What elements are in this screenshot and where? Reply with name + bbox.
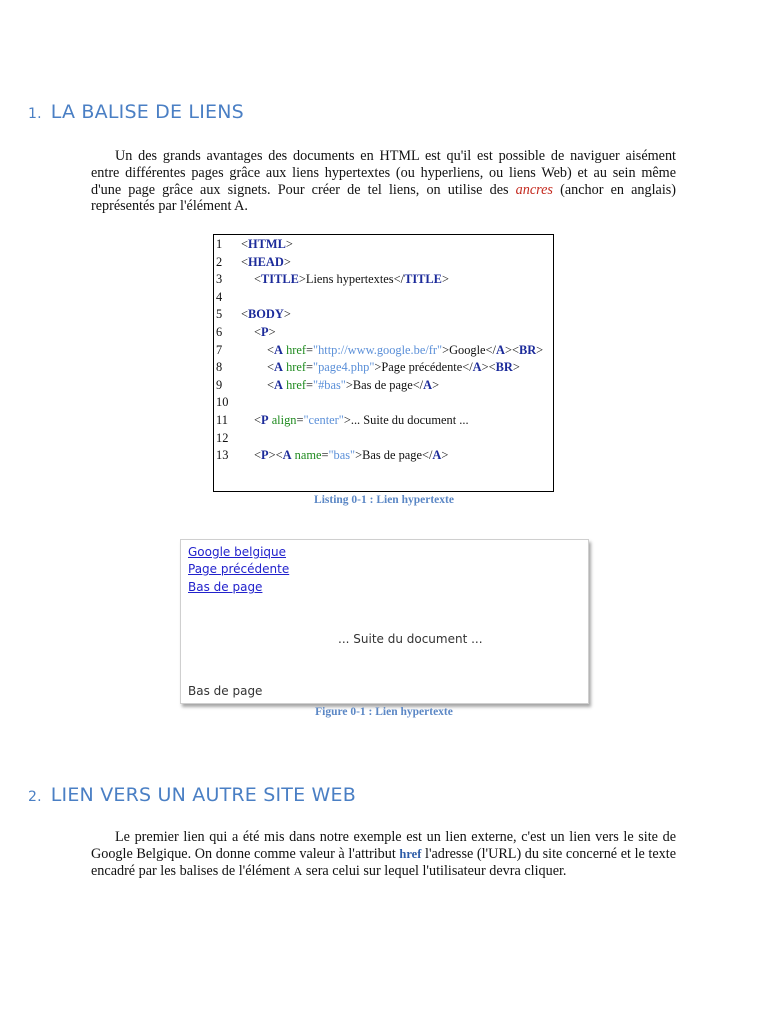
- code-line: [214, 342, 553, 360]
- link-previous-page[interactable]: Page précédente: [188, 562, 290, 576]
- code-tag: A: [282, 448, 292, 463]
- code-attribute: href: [286, 342, 307, 357]
- code-token: <: [241, 254, 248, 269]
- paragraph-text: Un des grands avantages des documents en HTML est qu'il est possible de naviguer aisément entre différentes pages grâce aux liens hypertextes (ou hyperliens, ou liens Web) et au sein même d'une page grâce aux signets. Pour créer de tel liens, on utilise des: [91, 148, 676, 198]
- section-title: LA BALISE DE LIENS: [50, 101, 244, 123]
- section2-paragraph: [91, 829, 676, 879]
- listing-caption: Listing 0-1 : Lien hypertexte: [314, 494, 454, 506]
- code-text: [241, 306, 291, 324]
- section-heading-1: [28, 101, 244, 123]
- code-attribute: href: [286, 360, 307, 375]
- code-token: <: [254, 448, 261, 463]
- code-token: <: [241, 307, 248, 322]
- code-tag: TITLE: [404, 272, 442, 287]
- section-number: 2.: [28, 789, 42, 805]
- code-tag: P: [261, 448, 269, 463]
- code-text: [241, 271, 449, 289]
- code-line: [214, 377, 553, 395]
- line-number: 7: [216, 342, 223, 357]
- code-token: =: [306, 360, 314, 375]
- code-text: [241, 254, 291, 272]
- code-token: >Page précédente</: [374, 360, 473, 375]
- code-line: [214, 394, 553, 412]
- code-token: >: [512, 360, 520, 375]
- code-tag: BODY: [248, 307, 284, 322]
- link-google[interactable]: Google belgique: [188, 545, 287, 559]
- code-attribute: href: [286, 377, 307, 392]
- code-token: >: [283, 254, 291, 269]
- code-line: [214, 271, 553, 289]
- code-token: =: [306, 377, 314, 392]
- line-number: 11: [216, 412, 228, 427]
- code-text: [241, 412, 469, 430]
- line-number: 13: [216, 448, 229, 463]
- code-text: [241, 236, 293, 254]
- code-tag: A: [472, 360, 482, 375]
- line-number: 4: [216, 289, 223, 304]
- code-token: >Liens hypertextes</: [298, 272, 405, 287]
- paragraph-text: Le premier lien qui a été mis dans notre exemple est un lien externe, c'est un lien vers le site de Google Belgique. On donne comme valeur à l'attribut: [91, 829, 676, 862]
- code-token: =: [306, 342, 314, 357]
- code-tag: P: [261, 324, 269, 339]
- code-token: =: [321, 448, 329, 463]
- code-tag: A: [274, 342, 283, 357]
- link-bottom-page[interactable]: Bas de page: [188, 580, 263, 594]
- inline-element-a: A: [293, 863, 303, 878]
- code-tag: A: [274, 377, 283, 392]
- line-number: 8: [216, 360, 223, 375]
- code-token: >: [441, 448, 449, 463]
- code-token: >: [268, 324, 276, 339]
- code-tag: BR: [518, 342, 537, 357]
- code-listing: [213, 234, 554, 492]
- line-number: 10: [216, 395, 229, 410]
- line-number: 3: [216, 272, 223, 287]
- code-token: >: [536, 342, 544, 357]
- code-token: >: [441, 272, 449, 287]
- code-tag: BR: [495, 360, 513, 375]
- line-number: 12: [216, 430, 229, 445]
- code-text: [241, 377, 439, 395]
- code-token: <: [254, 412, 261, 427]
- code-token: >Bas de page</: [345, 377, 424, 392]
- code-line: [214, 430, 553, 448]
- paragraph-text: l'adresse (l'URL) du site concerné et le texte encadré par les balises de l'élément: [91, 845, 676, 879]
- code-line: [214, 412, 553, 430]
- code-tag: A: [496, 342, 505, 357]
- code-token: <: [267, 342, 274, 357]
- code-token: <: [241, 237, 248, 251]
- section-number: 1.: [28, 106, 42, 122]
- code-token: =: [296, 412, 304, 427]
- browser-screenshot: [180, 539, 589, 704]
- code-token: <: [254, 324, 261, 339]
- code-value: "#bas": [313, 377, 346, 392]
- code-line: [214, 254, 553, 272]
- code-token: <: [267, 360, 274, 375]
- code-token: >Google</: [442, 342, 496, 357]
- code-token: >Bas de page</: [355, 448, 433, 463]
- code-token: >... Suite du document ...: [343, 412, 469, 427]
- inline-code-href: href: [399, 846, 422, 861]
- code-tag: A: [274, 360, 283, 375]
- code-tag: HTML: [248, 237, 286, 251]
- figure-caption: Figure 0-1 : Lien hypertexte: [315, 706, 453, 718]
- bottom-anchor-text: Bas de page: [188, 684, 263, 698]
- code-value: "http://www.google.be/fr": [313, 342, 443, 357]
- code-attribute: name: [294, 448, 322, 463]
- code-value: "page4.php": [313, 360, 375, 375]
- code-value: "center": [303, 412, 344, 427]
- line-number: 2: [216, 254, 223, 269]
- code-text: [241, 324, 276, 342]
- code-tag: A: [423, 377, 433, 392]
- code-tag: TITLE: [261, 272, 299, 287]
- code-token: ><: [268, 448, 283, 463]
- code-line: [214, 324, 553, 342]
- highlighted-term: ancres: [515, 181, 553, 198]
- code-line: [214, 289, 553, 307]
- code-text: [241, 447, 448, 465]
- code-line: [214, 359, 553, 377]
- line-number: 9: [216, 377, 223, 392]
- section-title: LIEN VERS UN AUTRE SITE WEB: [50, 784, 356, 806]
- code-tag: P: [261, 412, 269, 427]
- document-continuation-text: ... Suite du document ...: [338, 632, 483, 646]
- code-token: >: [432, 377, 440, 392]
- code-token: <: [267, 377, 274, 392]
- code-token: ><: [481, 360, 496, 375]
- code-token: <: [254, 272, 261, 287]
- code-attribute: align: [271, 412, 297, 427]
- line-number: 5: [216, 307, 223, 322]
- paragraph-text: sera celui sur lequel l'utilisateur devra cliquer.: [305, 862, 567, 879]
- code-token: ><: [504, 342, 519, 357]
- code-token: >: [285, 237, 293, 251]
- code-line: [214, 306, 553, 324]
- line-number: 1: [216, 237, 223, 251]
- code-line: [214, 447, 553, 465]
- code-line: [214, 236, 553, 254]
- line-number: 6: [216, 324, 223, 339]
- code-tag: HEAD: [248, 254, 284, 269]
- section-heading-2: [28, 784, 356, 806]
- code-value: "bas": [328, 448, 356, 463]
- code-token: >: [283, 307, 291, 322]
- code-tag: A: [432, 448, 442, 463]
- paragraph-text: (anchor en anglais) représentés par l'élément A.: [91, 181, 677, 215]
- intro-paragraph: [91, 148, 676, 215]
- code-text: [241, 342, 543, 360]
- code-text: [241, 359, 520, 377]
